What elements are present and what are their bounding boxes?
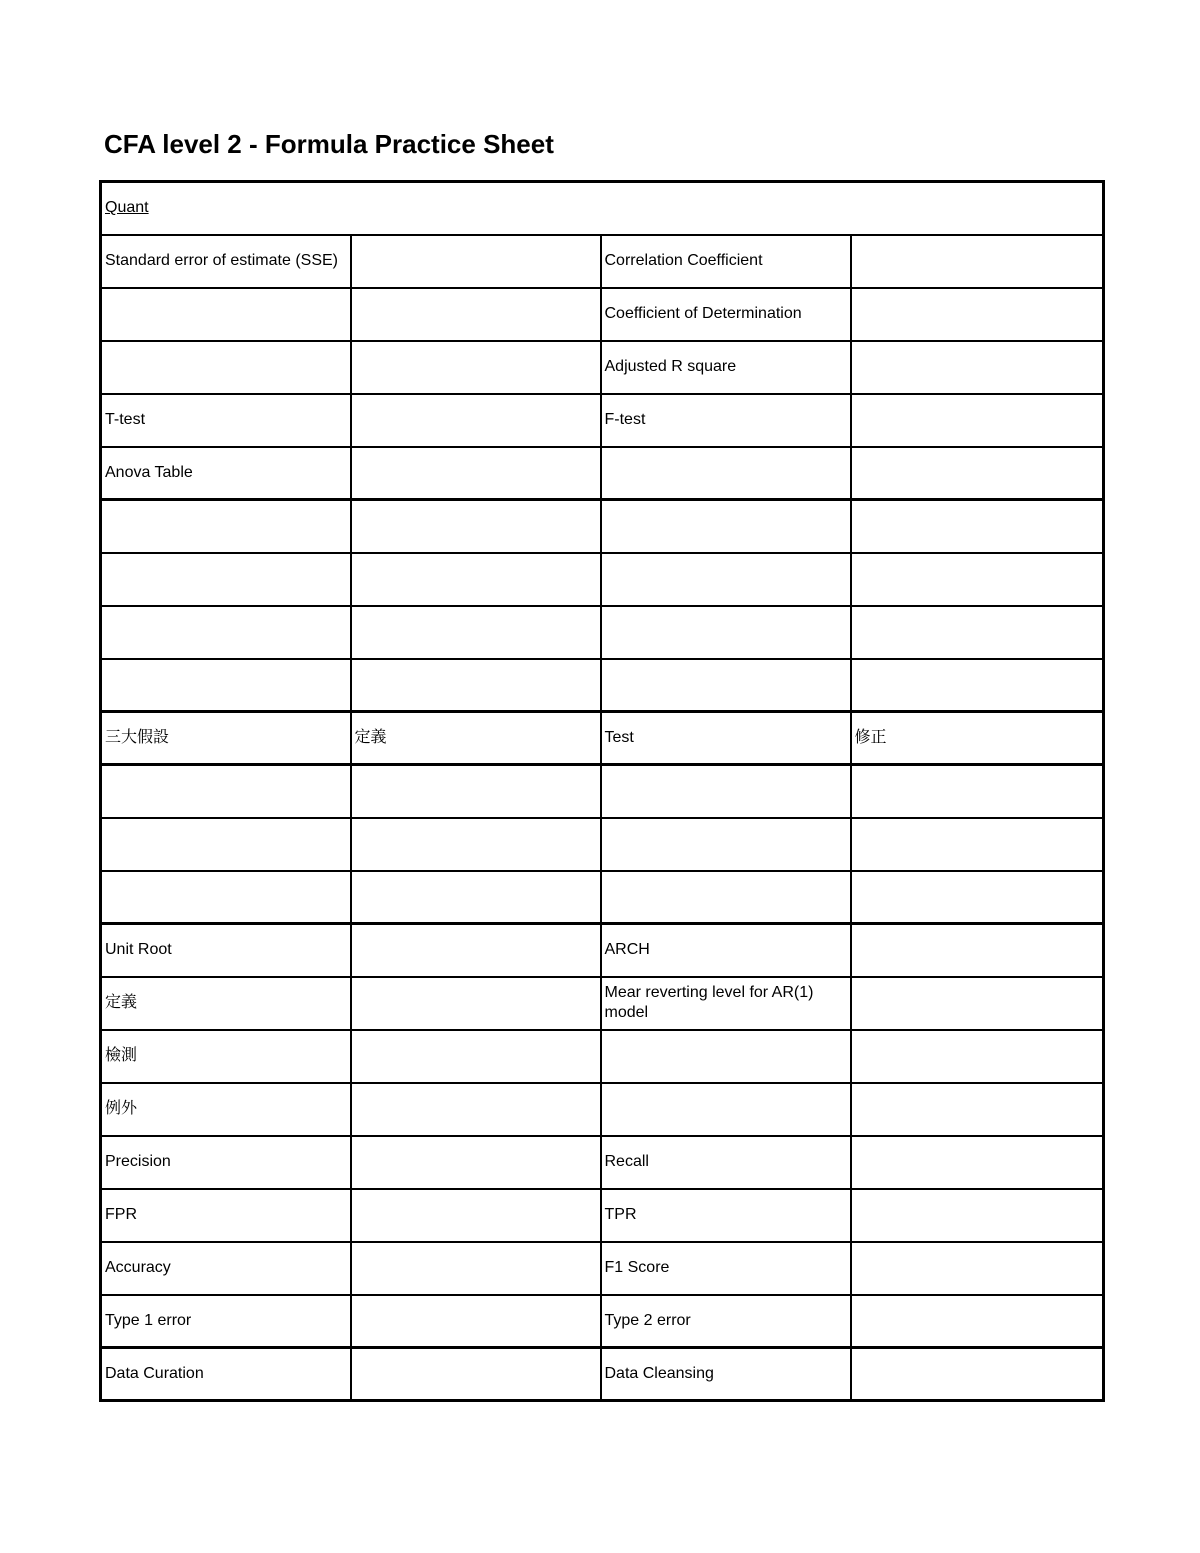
table-cell bbox=[851, 606, 1104, 659]
table-cell: F-test bbox=[601, 394, 851, 447]
table-cell bbox=[851, 1083, 1104, 1136]
table-cell bbox=[351, 235, 601, 288]
table-cell bbox=[101, 288, 351, 341]
table-cell bbox=[351, 1083, 601, 1136]
table-row bbox=[101, 1030, 1104, 1083]
table-cell bbox=[601, 1083, 851, 1136]
table-row bbox=[101, 553, 1104, 606]
table-cell bbox=[351, 1136, 601, 1189]
table-cell: 例外 bbox=[101, 1083, 351, 1136]
table-cell: Standard error of estimate (SSE) bbox=[101, 235, 351, 288]
table-cell bbox=[601, 659, 851, 712]
table-cell bbox=[351, 871, 601, 924]
table-cell bbox=[101, 765, 351, 818]
table-row bbox=[101, 765, 1104, 818]
page-title: CFA level 2 - Formula Practice Sheet bbox=[104, 129, 554, 159]
table-cell: Data Cleansing bbox=[601, 1348, 851, 1401]
table-cell bbox=[851, 235, 1104, 288]
table-cell bbox=[851, 977, 1104, 1030]
table-cell bbox=[601, 1030, 851, 1083]
table-cell bbox=[351, 1348, 601, 1401]
table-cell bbox=[351, 818, 601, 871]
table-cell: Adjusted R square bbox=[601, 341, 851, 394]
table-cell bbox=[851, 1030, 1104, 1083]
table-cell bbox=[101, 341, 351, 394]
table-cell bbox=[851, 765, 1104, 818]
table-cell: Type 1 error bbox=[101, 1295, 351, 1348]
table-cell: Data Curation bbox=[101, 1348, 351, 1401]
table-row bbox=[101, 235, 1104, 288]
table-cell bbox=[851, 1189, 1104, 1242]
table-cell: Unit Root bbox=[101, 924, 351, 977]
table-cell: T-test bbox=[101, 394, 351, 447]
table-cell bbox=[601, 447, 851, 500]
table-cell bbox=[601, 818, 851, 871]
table-cell: FPR bbox=[101, 1189, 351, 1242]
table-cell bbox=[101, 659, 351, 712]
table-cell bbox=[101, 818, 351, 871]
table-row bbox=[101, 1295, 1104, 1348]
table-cell: 定義 bbox=[351, 712, 601, 765]
table-cell bbox=[851, 1242, 1104, 1295]
table-cell: Accuracy bbox=[101, 1242, 351, 1295]
table-cell: Correlation Coefficient bbox=[601, 235, 851, 288]
table-cell bbox=[351, 1242, 601, 1295]
table-row bbox=[101, 1242, 1104, 1295]
table-cell bbox=[851, 818, 1104, 871]
table-cell bbox=[351, 500, 601, 553]
table-cell bbox=[601, 871, 851, 924]
section-header-row bbox=[101, 182, 1104, 235]
table-row bbox=[101, 977, 1104, 1030]
table-cell: Coefficient of Determination bbox=[601, 288, 851, 341]
table-cell: ARCH bbox=[601, 924, 851, 977]
table-cell: Mear reverting level for AR(1) model bbox=[601, 977, 851, 1030]
table-cell: 修正 bbox=[851, 712, 1104, 765]
table-cell: F1 Score bbox=[601, 1242, 851, 1295]
table-cell bbox=[351, 977, 601, 1030]
table-cell bbox=[851, 1348, 1104, 1401]
table-row bbox=[101, 606, 1104, 659]
table-cell bbox=[851, 871, 1104, 924]
table-cell bbox=[351, 606, 601, 659]
table-cell bbox=[351, 924, 601, 977]
table-cell bbox=[851, 288, 1104, 341]
table-cell bbox=[601, 553, 851, 606]
section-cell bbox=[101, 182, 1104, 235]
table-cell bbox=[101, 553, 351, 606]
table-row bbox=[101, 1136, 1104, 1189]
section-label: Quant bbox=[105, 199, 149, 217]
table-cell bbox=[351, 1189, 601, 1242]
table-cell bbox=[351, 1030, 601, 1083]
table-cell bbox=[351, 553, 601, 606]
table-cell bbox=[101, 871, 351, 924]
table-row bbox=[101, 500, 1104, 553]
table-cell bbox=[851, 1136, 1104, 1189]
table-cell bbox=[101, 606, 351, 659]
table-cell bbox=[851, 924, 1104, 977]
table-row bbox=[101, 871, 1104, 924]
table-cell bbox=[851, 447, 1104, 500]
table-cell bbox=[601, 765, 851, 818]
table-cell: Type 2 error bbox=[601, 1295, 851, 1348]
table-cell: Recall bbox=[601, 1136, 851, 1189]
table-row bbox=[101, 341, 1104, 394]
table-cell: 定義 bbox=[101, 977, 351, 1030]
table-row bbox=[101, 659, 1104, 712]
table-cell bbox=[601, 500, 851, 553]
table-cell bbox=[851, 553, 1104, 606]
table-cell: Precision bbox=[101, 1136, 351, 1189]
table-row bbox=[101, 1348, 1104, 1401]
table-row bbox=[101, 1083, 1104, 1136]
table-cell bbox=[351, 341, 601, 394]
table-cell bbox=[351, 765, 601, 818]
table-cell bbox=[851, 659, 1104, 712]
table-cell bbox=[351, 288, 601, 341]
table-cell: Anova Table bbox=[101, 447, 351, 500]
table-row bbox=[101, 1189, 1104, 1242]
table-cell bbox=[351, 1295, 601, 1348]
table-cell: TPR bbox=[601, 1189, 851, 1242]
table-cell: 三大假設 bbox=[101, 712, 351, 765]
table-cell bbox=[351, 447, 601, 500]
table-row bbox=[101, 394, 1104, 447]
table-cell bbox=[851, 394, 1104, 447]
table-cell: 檢測 bbox=[101, 1030, 351, 1083]
table-row bbox=[101, 288, 1104, 341]
formula-table bbox=[99, 180, 1105, 1402]
table-cell bbox=[101, 500, 351, 553]
table-row bbox=[101, 447, 1104, 500]
table-cell bbox=[351, 394, 601, 447]
table-cell bbox=[851, 500, 1104, 553]
table-cell: Test bbox=[601, 712, 851, 765]
table-row bbox=[101, 924, 1104, 977]
table-cell bbox=[851, 341, 1104, 394]
table-row bbox=[101, 818, 1104, 871]
table-cell bbox=[601, 606, 851, 659]
table-cell bbox=[851, 1295, 1104, 1348]
table-row bbox=[101, 712, 1104, 765]
table-cell bbox=[351, 659, 601, 712]
